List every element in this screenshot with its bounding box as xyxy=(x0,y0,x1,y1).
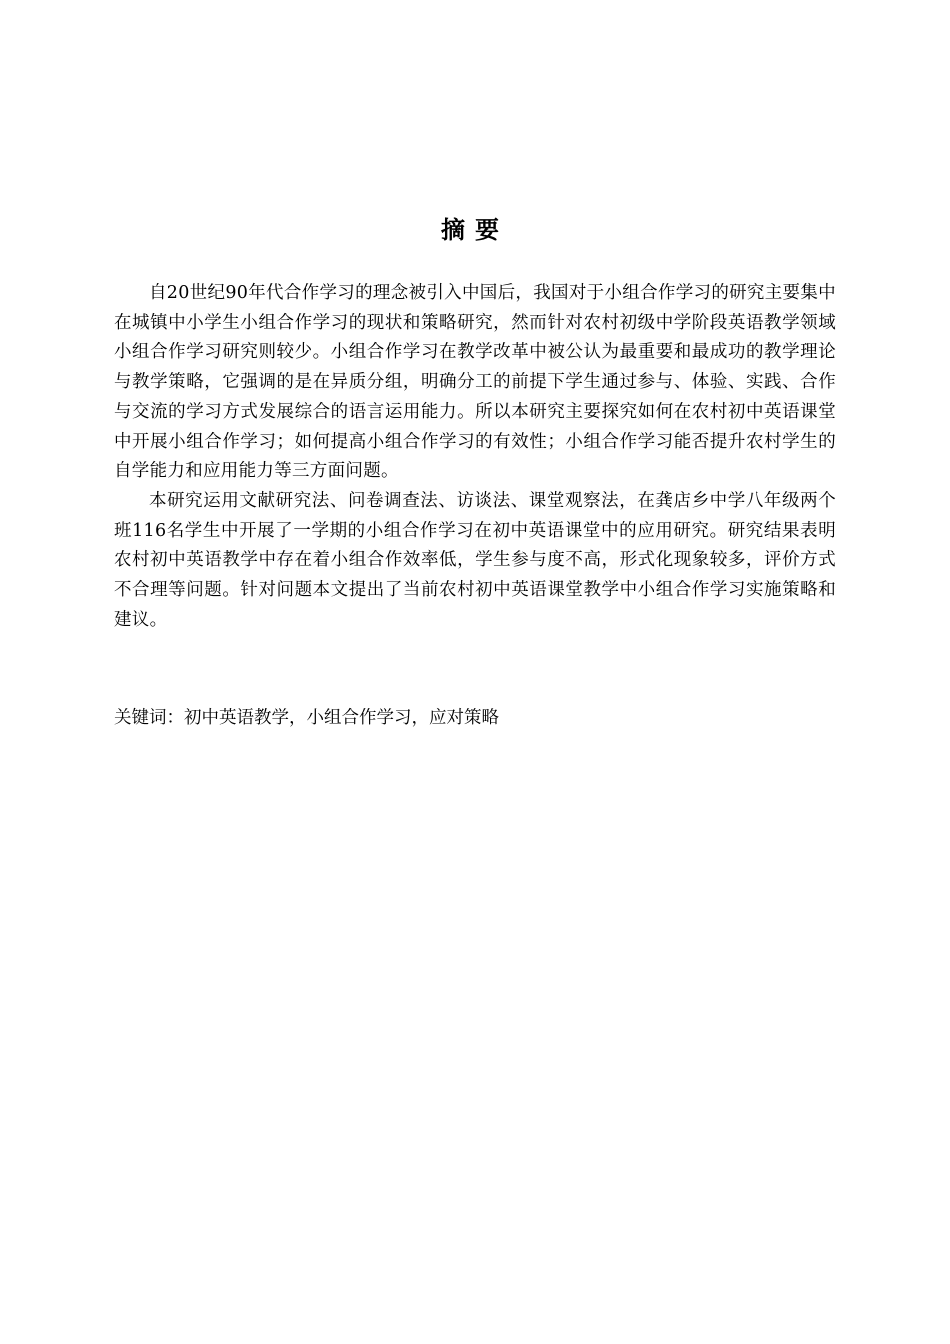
keywords-line xyxy=(114,703,836,733)
abstract-paragraph-2: 本研究运用文献研究法、问卷调查法、访谈法、课堂观察法，在龚店乡中学八年级两个班116名学生中开展了一学期的小组合作学习在初中英语课堂中的应用研究。研究结果表明农村初中英语教学中存在着小组合作效率低，学生参与度不高，形式化现象较多，评价方式不合理等问题。针对问题本文提出了当前农村初中英语课堂教学中小组合作学习实施策略和建议。 xyxy=(114,490,836,630)
keywords-label: 关键词： xyxy=(114,708,184,728)
abstract-paragraph-1: 自20世纪90年代合作学习的理念被引入中国后，我国对于小组合作学习的研究主要集中在城镇中小学生小组合作学习的现状和策略研究，然而针对农村初级中学阶段英语教学领域小组合作学习研究则较少。小组合作学习在教学改革中被公认为最重要和最成功的教学理论与教学策略，它强调的是在异质分组，明确分工的前提下学生通过参与、体验、实践、合作与交流的学习方式发展综合的语言运用能力。所以本研究主要探究如何在农村初中英语课堂中开展小组合作学习；如何提高小组合作学习的有效性；小组合作学习能否提升农村学生的自学能力和应用能力等三方面问题。 xyxy=(114,283,836,482)
abstract-body xyxy=(114,279,836,635)
keywords-text: 初中英语教学，小组合作学习，应对策略 xyxy=(184,708,499,728)
abstract-title: 摘要 xyxy=(441,216,509,244)
